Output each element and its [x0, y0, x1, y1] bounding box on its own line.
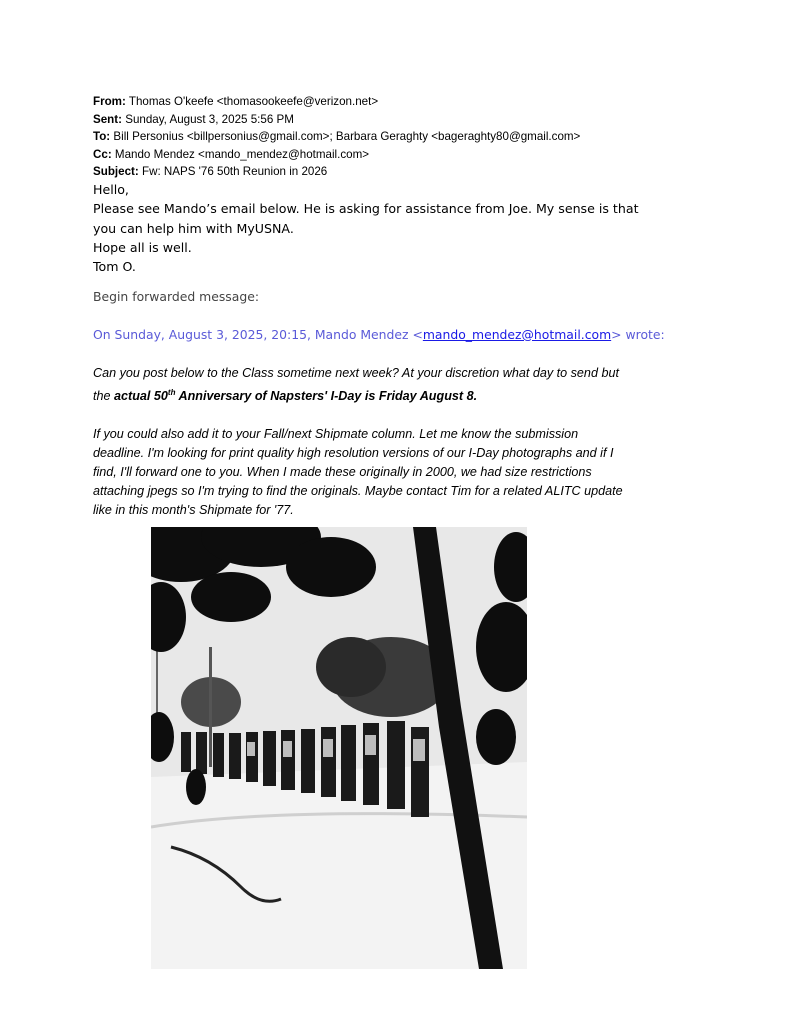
greeting: Hello, [93, 182, 129, 197]
attribution-prefix: On Sunday, August 3, 2025, 20:15, Mando Mendez < [93, 327, 423, 342]
quote-line [93, 383, 713, 406]
subject-label: Subject: [93, 165, 139, 178]
sent-label: Sent: [93, 112, 122, 126]
sent-value: Sunday, August 3, 2025 5:56 PM [125, 112, 294, 126]
subject-row [93, 163, 753, 181]
email-body [93, 180, 733, 276]
begin-forwarded: Begin forwarded message: [93, 289, 260, 304]
from-label: From: [93, 95, 126, 108]
quote-line: attaching jpegs so I'm trying to find the originals. Maybe contact Tim for a related ALITC update [93, 484, 623, 499]
sender-email-link[interactable]: mando_mendez@hotmail.com [422, 327, 612, 342]
quote-line: Can you post below to the Class sometime next week? At your discretion what day to send but [93, 366, 619, 380]
body-line-2: you can help him with MyUSNA. [93, 220, 294, 236]
anniversary-emphasis [114, 389, 477, 403]
to-row [93, 128, 753, 146]
forward-attribution [93, 327, 665, 342]
cc-label: Cc: [93, 147, 112, 161]
signature: Tom O. [93, 259, 136, 275]
ordinal-suffix: th [167, 388, 176, 397]
to-value: Bill Personius <billpersonius@gmail.com>; Barbara Geraghty <bageraghty80@gmail.com> [113, 130, 581, 143]
cc-row [93, 146, 753, 164]
i-day-photograph [151, 527, 527, 969]
anniversary-text-b: Anniversary of Napsters' I-Day is Friday August 8. [175, 389, 478, 404]
cc-value: Mando Mendez <mando_mendez@hotmail.com> [114, 147, 370, 161]
quote-text: the [93, 389, 115, 404]
email-header [93, 93, 753, 181]
anniversary-text-a: actual 50 [114, 389, 168, 404]
quote-line: deadline. I'm looking for print quality high resolution versions of our I-Day photographs and if I [93, 446, 614, 461]
quote-line: find, I'll forward one to you. When I made these originally in 2000, we had size restrictions [93, 465, 592, 480]
forwarded-message [93, 364, 713, 520]
from-row [93, 93, 753, 111]
sent-row [93, 111, 753, 129]
to-label: To: [93, 130, 111, 143]
quote-line: If you could also add it to your Fall/next Shipmate column. Let me know the submission [93, 427, 579, 442]
body-line-1: Please see Mando’s email below. He is asking for assistance from Joe. My sense is that [93, 201, 639, 217]
paragraph-gap [93, 406, 713, 425]
body-line-3: Hope all is well. [93, 239, 192, 255]
quote-line: like in this month's Shipmate for '77. [93, 503, 294, 518]
subject-value: Fw: NAPS '76 50th Reunion in 2026 [141, 165, 328, 178]
from-value: Thomas O'keefe <thomasookeefe@verizon.net> [128, 95, 379, 108]
attribution-suffix: > wrote: [611, 327, 665, 342]
